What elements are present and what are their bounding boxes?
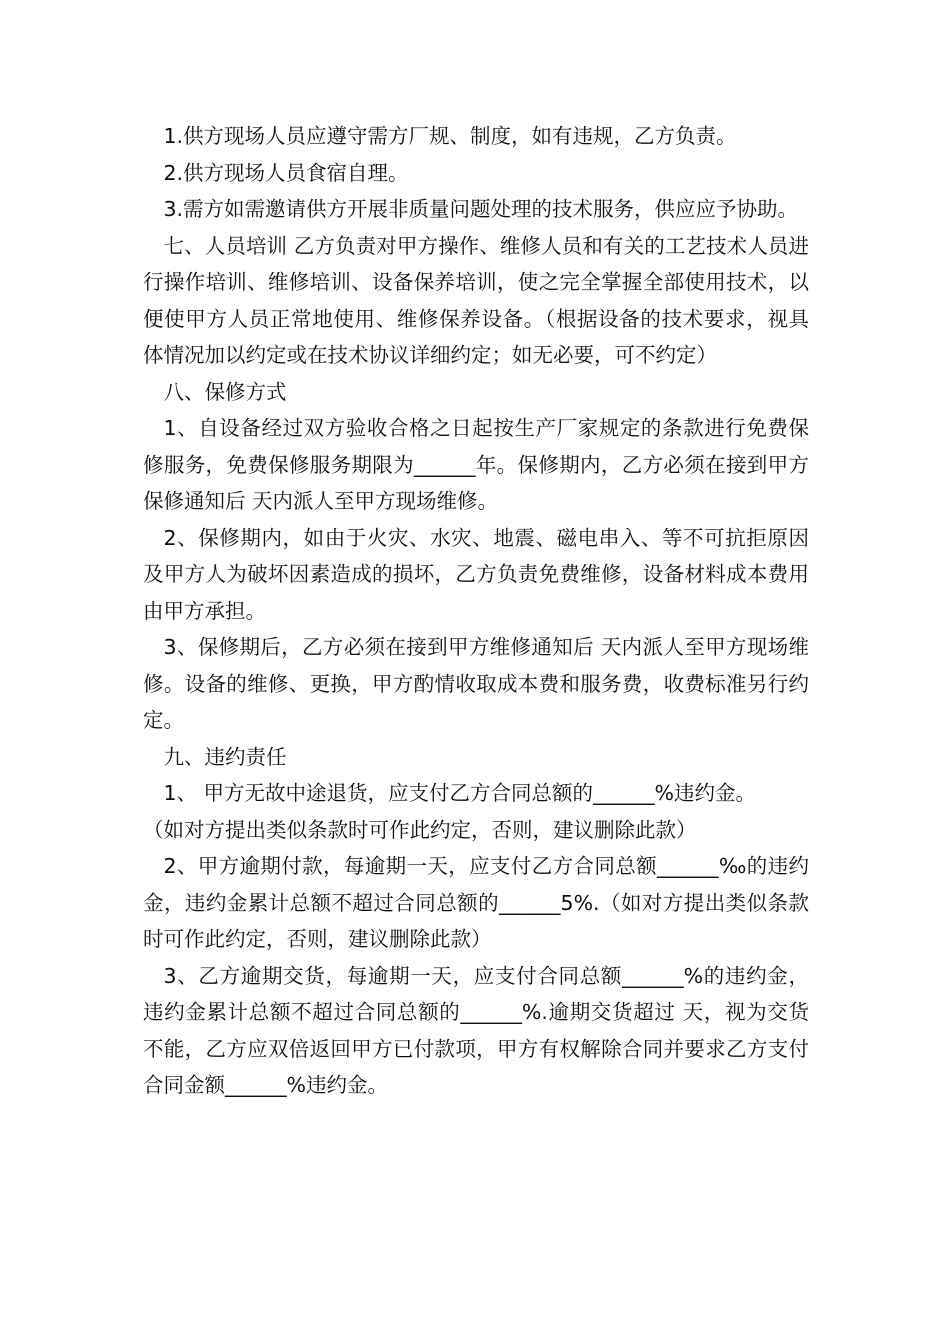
warranty-clause-1: 1、自设备经过双方验收合格之日起按生产厂家规定的条款进行免费保修服务，免费保修服务期限为______年。保修期内，乙方必须在接到甲方保修通知后 天内派人至甲方现场维修。 — [143, 416, 809, 513]
section-8-heading: 八、保修方式 — [163, 379, 287, 404]
section-7-training: 七、人员培训 乙方负责对甲方操作、维修人员和有关的工艺技术人员进行操作培训、维修培训、设备保养培训，使之完全掌握全部使用技术，以便使甲方人员正常地使用、维修保养设备。（根据设备的技术要求，视具体情况加以约定或在技术协议详细约定；如无必要，可不约定） — [143, 233, 809, 367]
paragraph-2: 2.供方现场人员食宿自理。 — [163, 160, 409, 185]
paragraph-1: 1.供方现场人员应遵守需方厂规、制度，如有违规，乙方负责。 — [163, 124, 737, 148]
warranty-clause-2: 2、保修期内，如由于火灾、水灾、地震、磁电串入、等不可抗拒原因及甲方人为破坏因素造成的损坏，乙方负责免费维修，设备材料成本费用由甲方承担。 — [143, 525, 809, 623]
liability-clause-2: 2、甲方逾期付款，每逾期一天，应支付乙方合同总额______‰的违约金，违约金累计总额不超过合同总额的______5%.（如对方提出类似条款时可作此约定，否则，建议删除此款） — [143, 854, 809, 951]
liability-clause-3: 3、乙方逾期交货，每逾期一天，应支付合同总额______%的违约金，违约金累计总额不超过合同总额的______%.逾期交货超过 天，视为交货不能，乙方应双倍返回甲方已付款项，甲方有权解除合同并要求乙方支付合同金额______%违约金。 — [143, 963, 809, 1097]
liability-clause-1: 1、 甲方无故中途退货，应支付乙方合同总额的______%违约金。 — [163, 781, 757, 805]
paragraph-3: 3.需方如需邀请供方开展非质量问题处理的技术服务，供应应予协助。 — [163, 197, 799, 221]
liability-note-1: （如对方提出类似条款时可作此约定，否则，建议删除此款） — [143, 817, 697, 842]
warranty-clause-3: 3、保修期后，乙方必须在接到甲方维修通知后 天内派人至甲方现场维修。设备的维修、更换，甲方酌情收取成本费和服务费，收费标准另行约定。 — [143, 635, 809, 732]
document-body — [143, 118, 809, 1104]
section-9-heading: 九、违约责任 — [163, 744, 287, 769]
